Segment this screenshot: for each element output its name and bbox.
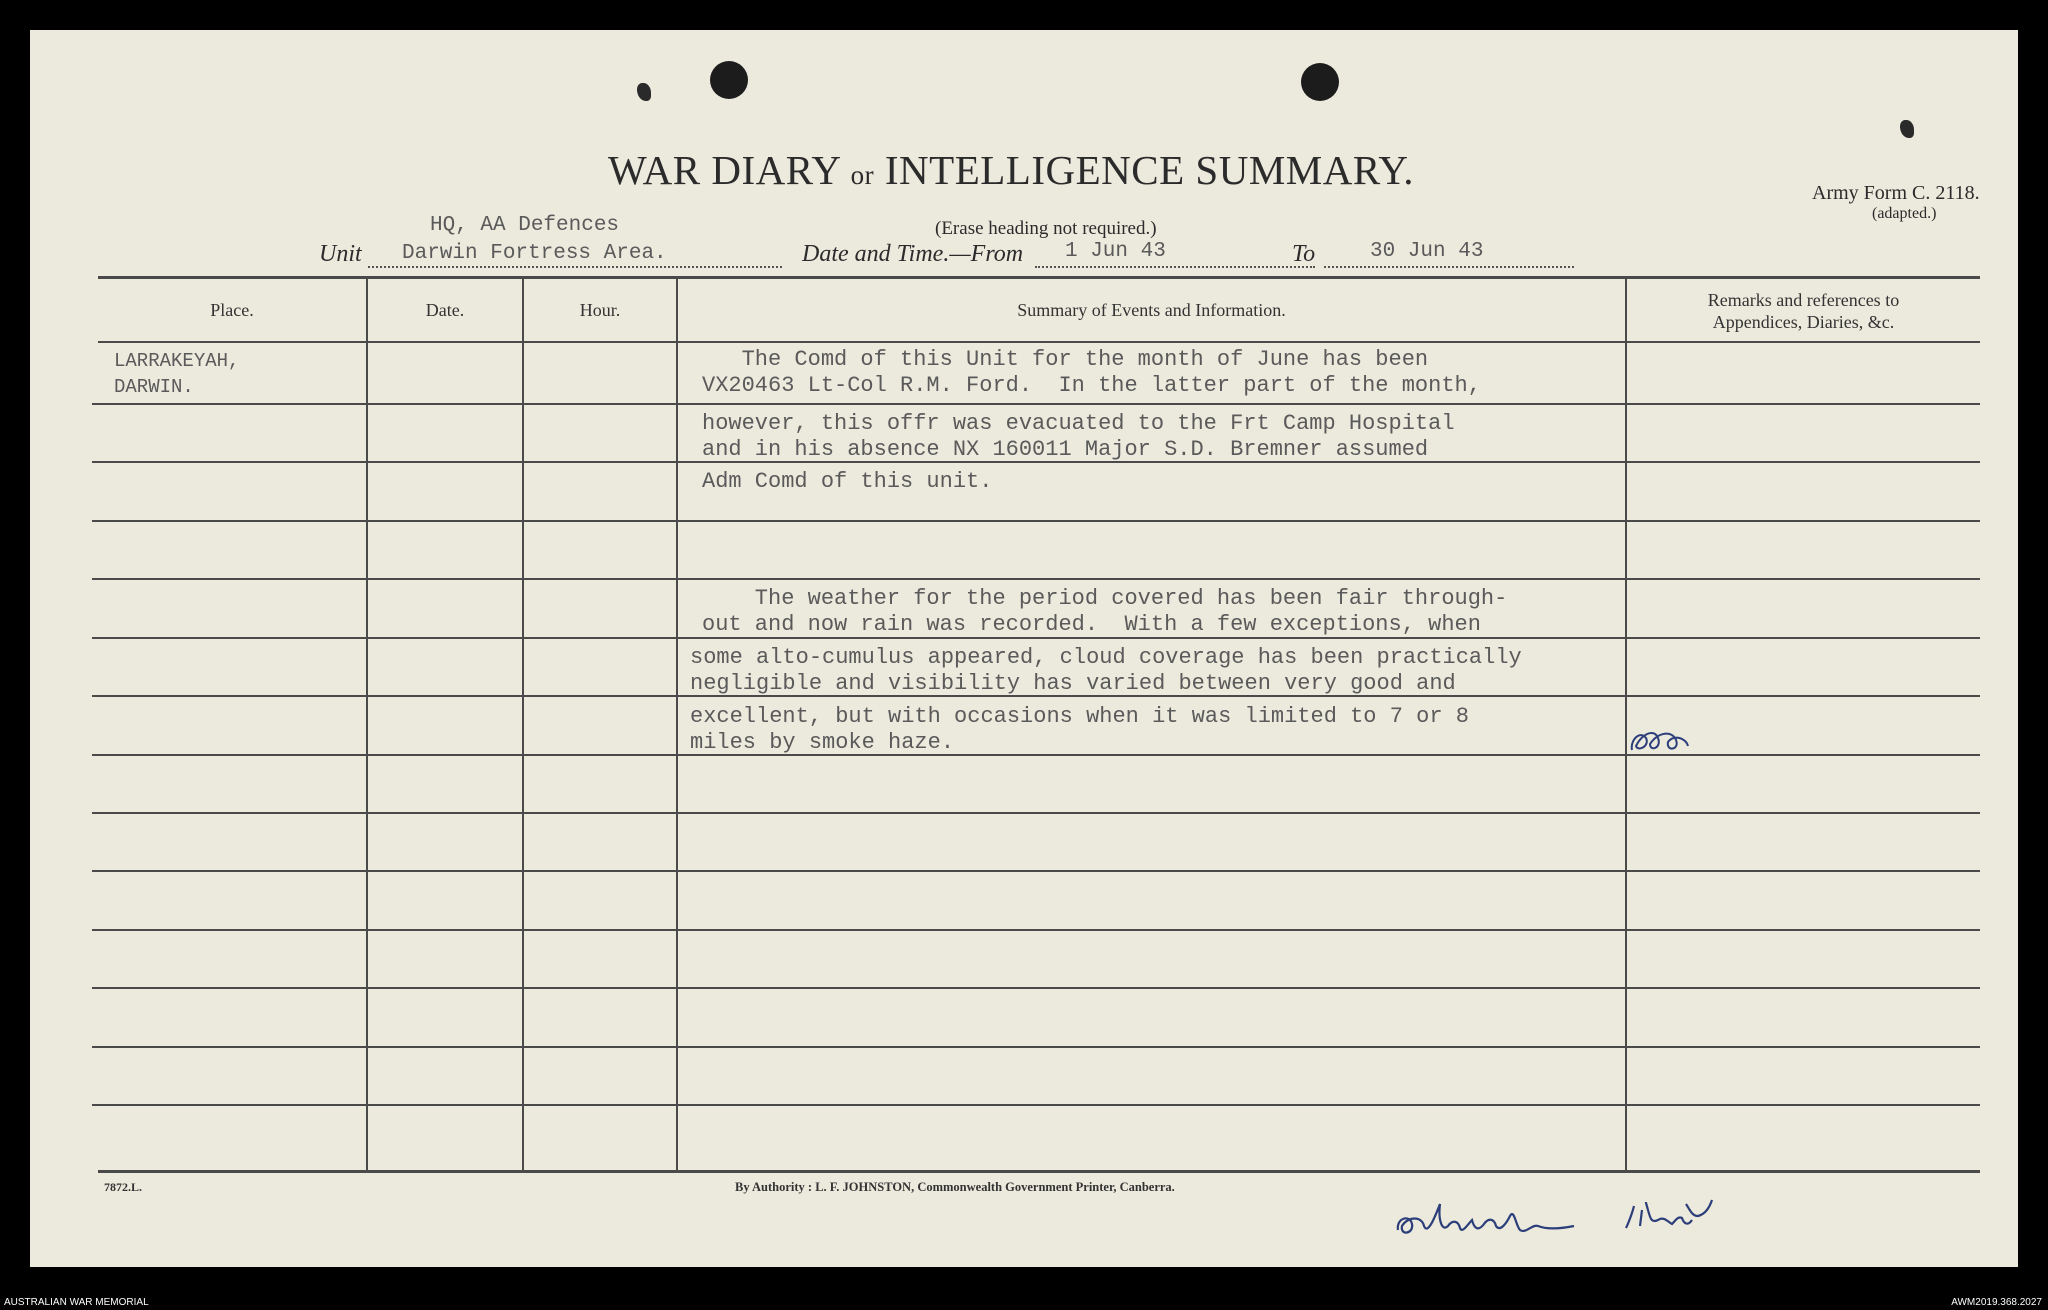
- title-or: or: [850, 160, 875, 190]
- ruled-line: [92, 929, 1980, 931]
- ruled-line: [92, 870, 1980, 872]
- punch-hole-left: [710, 61, 748, 99]
- summary-line: and in his absence NX 160011 Major S.D. Bremner assumed: [702, 437, 1429, 462]
- unit-dotted-line: [368, 266, 782, 268]
- form-title: [608, 146, 1414, 194]
- header-hour: Hour.: [579, 300, 621, 320]
- summary-line: miles by smoke haze.: [690, 730, 955, 755]
- column-divider-summary-remarks: [1625, 278, 1627, 1171]
- date-from-dotted-line: [1035, 266, 1315, 268]
- army-form-adapted: (adapted.): [1872, 205, 1937, 222]
- handwritten-initials: [1628, 720, 1708, 760]
- printer-authority: By Authority : L. F. JOHNSTON, Commonwealth Government Printer, Canberra.: [735, 1180, 1175, 1194]
- summary-line: The Comd of this Unit for the month of June has been: [702, 347, 1429, 372]
- header-remarks-line2: Appendices, Diaries, &c.: [1712, 312, 1895, 332]
- header-date: Date.: [425, 300, 465, 320]
- unit-value-line2: Darwin Fortress Area.: [402, 242, 667, 265]
- date-to-dotted-line: [1324, 266, 1574, 268]
- ruled-line: [92, 1046, 1980, 1048]
- ruled-line: [92, 578, 1980, 580]
- paper-tear-mark: [1900, 120, 1914, 138]
- place-line2: DARWIN.: [114, 376, 194, 398]
- army-form-number: Army Form C. 2118.: [1812, 182, 1980, 204]
- column-divider-hour-summary: [676, 278, 678, 1171]
- summary-line: VX20463 Lt-Col R.M. Ford. In the latter part of the month,: [702, 373, 1481, 398]
- header-summary: Summary of Events and Information.: [1017, 300, 1286, 320]
- unit-label: Unit: [319, 241, 362, 267]
- title-part-2: INTELLIGENCE SUMMARY.: [884, 147, 1414, 193]
- summary-line: The weather for the period covered has been fair through-: [702, 586, 1508, 611]
- ruled-line: [92, 1104, 1980, 1106]
- summary-line: excellent, but with occasions when it was limited to 7 or 8: [690, 704, 1469, 729]
- table-bottom-border: [98, 1170, 1980, 1173]
- ruled-line: [92, 987, 1980, 989]
- place-line1: LARRAKEYAH,: [114, 350, 240, 372]
- unit-value-line1: HQ, AA Defences: [430, 214, 620, 237]
- form-number: 7872.L.: [104, 1180, 143, 1194]
- diary-sheet: [30, 30, 2018, 1267]
- title-part-1: WAR DIARY: [608, 147, 840, 193]
- ruled-line: [92, 403, 1980, 405]
- table-top-border: [98, 276, 1980, 279]
- header-bottom-border: [98, 341, 1980, 343]
- summary-line: some alto-cumulus appeared, cloud coverage has been practically: [690, 645, 1522, 670]
- ruled-line: [92, 812, 1980, 814]
- date-from-value: 1 Jun 43: [1065, 240, 1166, 263]
- ruled-line: [92, 520, 1980, 522]
- date-to-label: To: [1292, 241, 1316, 267]
- paper-tear-mark: [637, 83, 651, 101]
- date-from-label: Date and Time.—From: [802, 241, 1024, 267]
- date-to-value: 30 Jun 43: [1370, 240, 1484, 263]
- ruled-line: [92, 637, 1980, 639]
- header-place: Place.: [210, 300, 254, 320]
- form-subtitle: (Erase heading not required.): [935, 218, 1157, 239]
- column-divider-date-hour: [522, 278, 524, 1171]
- summary-line: however, this offr was evacuated to the Frt Camp Hospital: [702, 411, 1455, 436]
- summary-line: Adm Comd of this unit.: [702, 469, 993, 494]
- summary-line: negligible and visibility has varied between very good and: [690, 671, 1456, 696]
- handwritten-signature: [1388, 1180, 1768, 1250]
- archive-credit-left: AUSTRALIAN WAR MEMORIAL: [4, 1297, 149, 1308]
- archive-id-right: AWM2019.368.2027: [1951, 1297, 2042, 1308]
- header-remarks-line1: Remarks and references to: [1707, 290, 1900, 310]
- column-divider-place-date: [366, 278, 368, 1171]
- punch-hole-right: [1301, 63, 1339, 101]
- summary-line: out and now rain was recorded. With a few exceptions, when: [702, 612, 1481, 637]
